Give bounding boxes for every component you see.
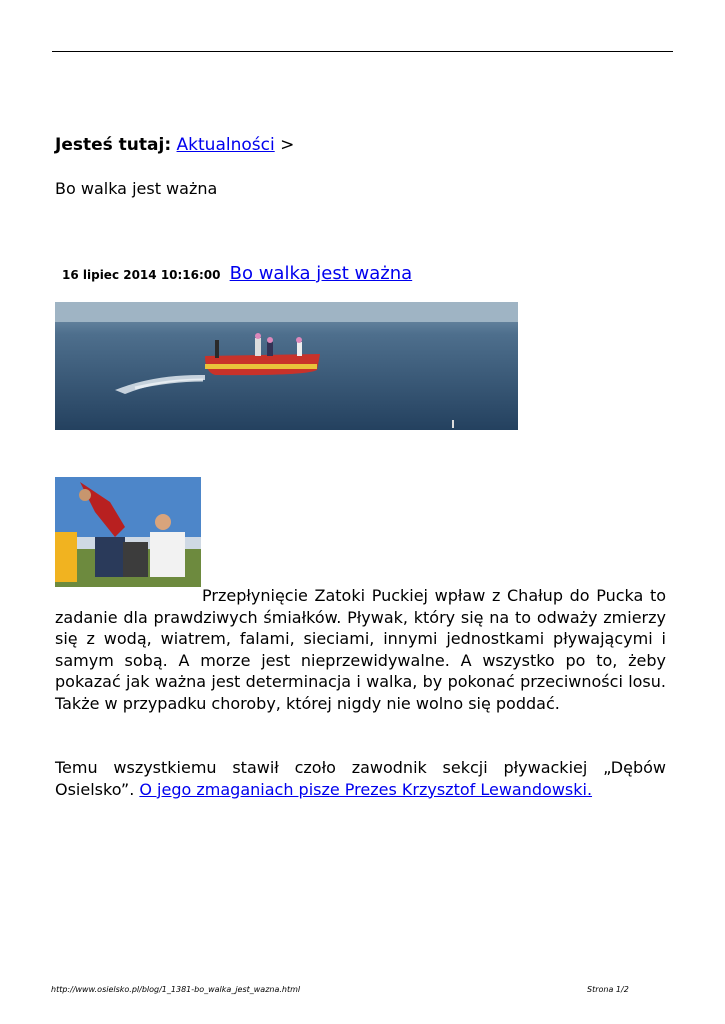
article-paragraph-2 <box>55 757 666 800</box>
footer-page-number: Strona 1/2 <box>587 985 629 994</box>
hero-photo-boat <box>55 302 518 430</box>
article-more-link[interactable]: O jego zmaganiach pisze Prezes Krzysztof Lewandowski. <box>139 779 593 799</box>
article-paragraph-2-text: Temu wszystkiemu stawił czoło zawodnik sekcji pływackiej „Dębów Osielsko”. <box>55 758 666 799</box>
breadcrumb-label: Jesteś tutaj: <box>55 135 172 155</box>
top-rule <box>52 51 673 52</box>
breadcrumb <box>55 135 294 155</box>
breadcrumb-link-aktualnosci[interactable]: Aktualności <box>176 135 275 155</box>
article-paragraph-1-text: Przepłynięcie Zatoki Puckiej wpław z Chałup do Pucka to zadanie dla prawdziwych śmiałków. Pływak, który się na to odważy zmierzy się z wodą, wiatrem, falami, sieciami, innymi jednostkami pływającymi i samym sobą. A morze jest nieprzewidywalne. A wszystko po to, żeby pokazać jak ważna jest determinacja i walka, by pokonać przeciwności losu. Także w przypadku choroby, której nigdy nie wolno się poddać. <box>55 586 666 713</box>
page-title: Bo walka jest ważna <box>55 179 218 198</box>
footer-url: http://www.osielsko.pl/blog/1_1381-bo_walka_jest_wazna.html <box>51 985 301 994</box>
article-paragraph-1 <box>55 585 666 714</box>
article-title-link[interactable]: Bo walka jest ważna <box>229 263 413 284</box>
article-meta <box>62 263 412 284</box>
thumb-photo-team <box>55 477 201 587</box>
article-date: 16 lipiec 2014 10:16:00 <box>62 268 221 282</box>
breadcrumb-separator: > <box>280 135 295 155</box>
